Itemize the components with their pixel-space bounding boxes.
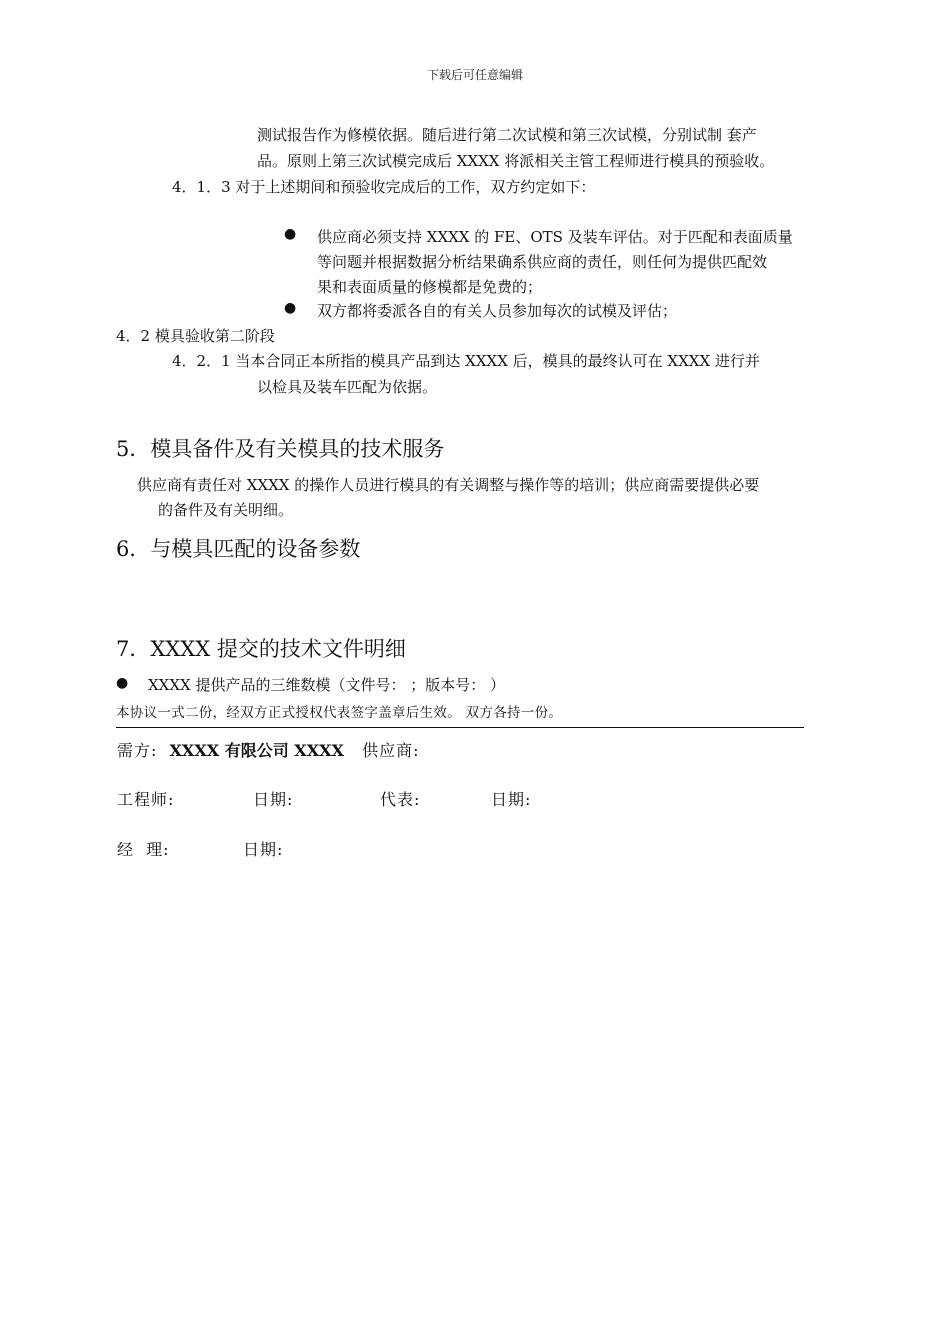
section-7-bullet: XXXX 提供产品的三维数模（文件号： ；版本号： ） <box>148 676 506 694</box>
bullet-icon: ● <box>116 675 129 691</box>
bullet-line: 等问题并根据数据分析结果确系供应商的责任，则任何为提供匹配效 <box>317 253 768 271</box>
agreement-note: 本协议一式二份，经双方正式授权代表签字盖章后生效。 双方各持一份。 <box>116 705 563 721</box>
section-7-heading: 7．XXXX 提交的技术文件明细 <box>116 637 406 661</box>
date-label: 日期: <box>243 840 284 859</box>
bullet-line: 供应商必须支持 XXXX 的 FE、OTS 及装车评估。对于匹配和表面质量 <box>317 228 793 246</box>
buyer-name: XXXX 有限公司 XXXX <box>169 741 344 760</box>
buyer-label: 需方: <box>117 741 158 760</box>
bullet-line: 果和表面质量的修模都是免费的； <box>317 278 543 296</box>
section-5-heading: 5．模具备件及有关模具的技术服务 <box>116 437 445 461</box>
bullet-icon: ● <box>284 300 297 316</box>
section-6-heading: 6．与模具匹配的设备参数 <box>116 537 361 561</box>
date-label: 日期: <box>491 790 532 809</box>
bullet-line: 双方都将委派各自的有关人员参加每次的试模及评估； <box>317 302 678 320</box>
manager-label: 经 理: <box>117 840 170 859</box>
section-5-body-cont: 的备件及有关明细。 <box>158 501 294 519</box>
clause-4-1-3: 4．1．3 对于上述期间和预验收完成后的工作，双方约定如下： <box>172 178 596 196</box>
date-label: 日期: <box>253 790 294 809</box>
clause-4-2: 4．2 模具验收第二阶段 <box>116 327 275 345</box>
section-5-body: 供应商有责任对 XXXX 的操作人员进行模具的有关调整与操作等的培训；供应商需要提供必要 <box>137 476 760 494</box>
supplier-label: 供应商: <box>362 741 420 760</box>
page-header-note: 下载后可任意编辑 <box>426 68 523 82</box>
representative-label: 代表: <box>380 790 421 809</box>
divider-line <box>116 727 804 728</box>
clause-4-2-1-cont: 以检具及装车匹配为依据。 <box>257 378 438 396</box>
engineer-label: 工程师: <box>117 790 175 809</box>
bullet-icon: ● <box>284 226 297 242</box>
paragraph-line: 测试报告作为修模依据。随后进行第二次试模和第三次试模，分别试制 套产 <box>257 126 757 144</box>
clause-4-2-1: 4．2．1 当本合同正本所指的模具产品到达 XXXX 后，模具的最终认可在 XXXX 进行并 <box>172 352 760 370</box>
signature-buyer-row <box>117 738 419 761</box>
paragraph-line: 品。原则上第三次试模完成后 XXXX 将派相关主管工程师进行模具的预验收。 <box>257 152 775 170</box>
